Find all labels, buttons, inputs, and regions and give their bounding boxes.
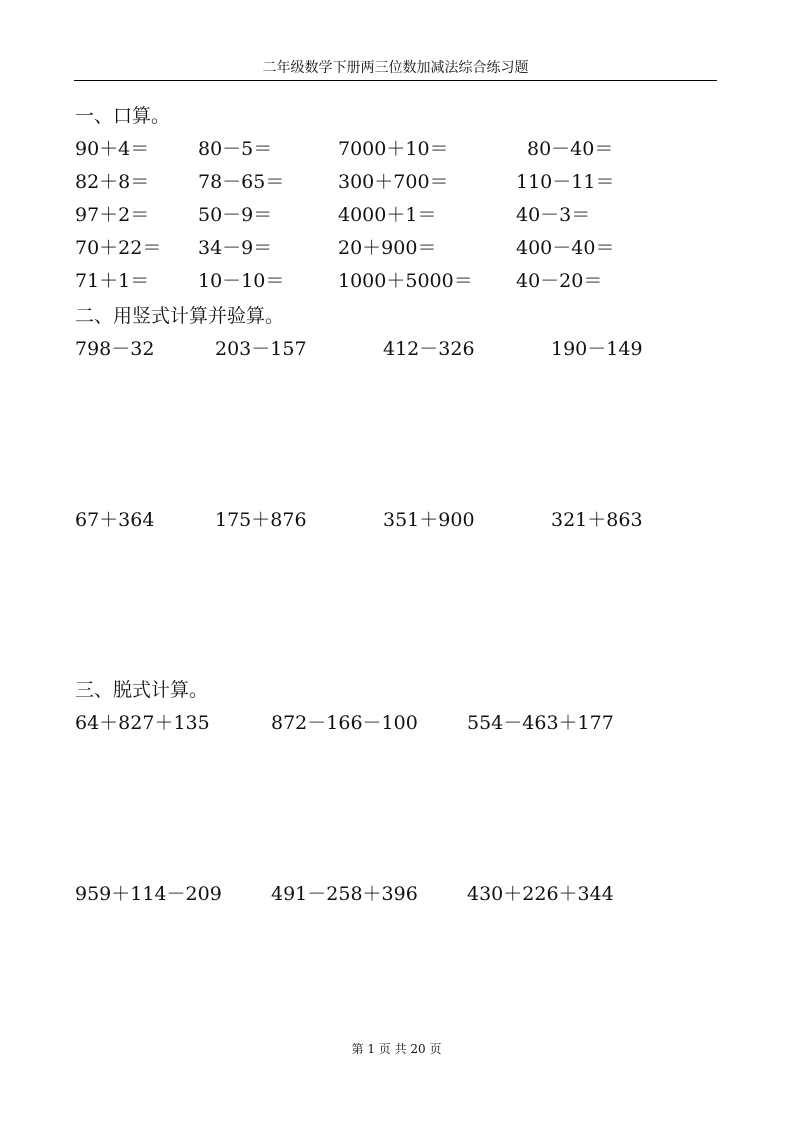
problem: 80－40＝ xyxy=(527,138,614,160)
problem: 34－9＝ xyxy=(198,237,273,259)
problem: 40－20＝ xyxy=(516,270,603,292)
problem: 40－3＝ xyxy=(516,204,591,226)
problem: 70＋22＝ xyxy=(75,237,162,259)
page-footer: 第 1 页 共 20 页 xyxy=(351,1042,442,1056)
problem: 10－10＝ xyxy=(198,270,285,292)
problem: 321＋863 xyxy=(551,509,643,531)
problem: 872－166－100 xyxy=(271,712,418,734)
problem: 78－65＝ xyxy=(198,171,285,193)
problem-row xyxy=(0,269,793,295)
problem: 50－9＝ xyxy=(198,204,273,226)
problem: 1000＋5000＝ xyxy=(338,270,473,292)
document-header: 二年级数学下册两三位数加减法综合练习题 xyxy=(262,60,529,76)
section-title-vertical-calculation: 二、用竖式计算并验算。 xyxy=(75,305,285,327)
problem: 300＋700＝ xyxy=(338,171,449,193)
problem-row xyxy=(0,236,793,262)
problem: 203－157 xyxy=(215,338,307,360)
problem: 491－258＋396 xyxy=(271,883,418,905)
problem-row xyxy=(0,337,793,363)
problem-row xyxy=(0,203,793,229)
problem: 67＋364 xyxy=(75,509,155,531)
problem: 110－11＝ xyxy=(516,171,615,193)
problem: 71＋1＝ xyxy=(75,270,150,292)
problem: 554－463＋177 xyxy=(467,712,614,734)
problem: 430＋226＋344 xyxy=(467,883,614,905)
problem-row xyxy=(0,508,793,534)
problem: 959＋114－209 xyxy=(75,883,222,905)
section-title-mental-arithmetic: 一、口算。 xyxy=(75,105,171,127)
problem: 400－40＝ xyxy=(516,237,615,259)
section-title-step-calculation: 三、脱式计算。 xyxy=(75,679,209,701)
problem: 82＋8＝ xyxy=(75,171,150,193)
problem: 20＋900＝ xyxy=(338,237,437,259)
problem: 175＋876 xyxy=(215,509,307,531)
problem-row xyxy=(0,137,793,163)
problem: 798－32 xyxy=(75,338,155,360)
problem-row xyxy=(0,711,793,737)
header-divider xyxy=(74,80,717,81)
problem: 64＋827＋135 xyxy=(75,712,210,734)
problem: 351＋900 xyxy=(383,509,475,531)
problem: 412－326 xyxy=(383,338,475,360)
problem: 80－5＝ xyxy=(198,138,273,160)
problem: 90＋4＝ xyxy=(75,138,150,160)
problem: 7000＋10＝ xyxy=(338,138,449,160)
problem: 4000＋1＝ xyxy=(338,204,437,226)
problem-row xyxy=(0,170,793,196)
problem: 190－149 xyxy=(551,338,643,360)
problem-row xyxy=(0,882,793,908)
problem: 97＋2＝ xyxy=(75,204,150,226)
